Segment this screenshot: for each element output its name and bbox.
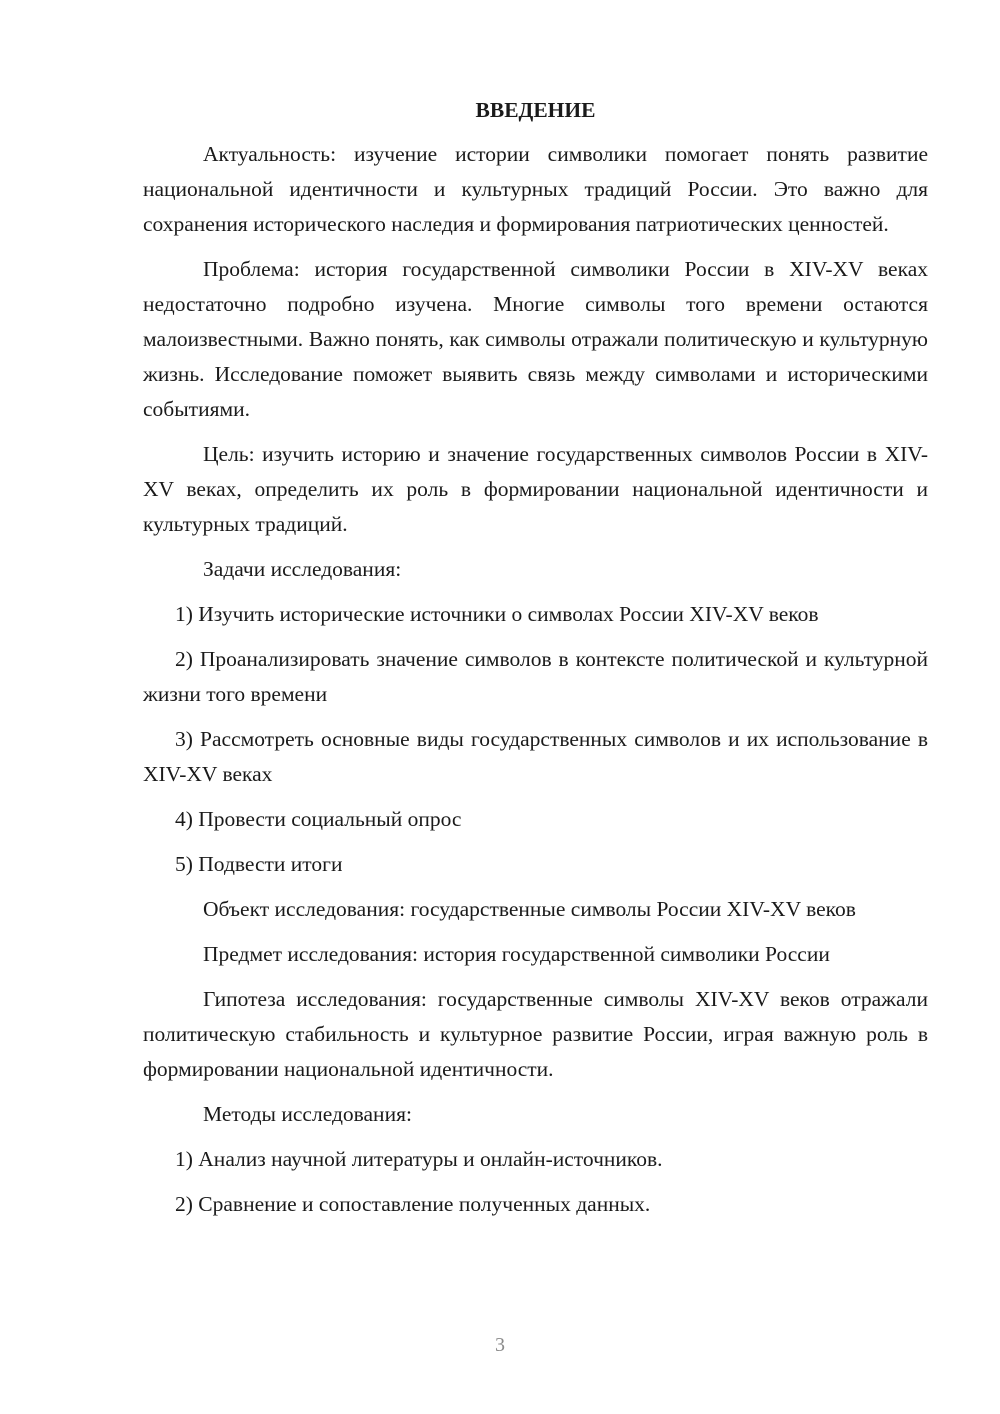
subject-paragraph: Предмет исследования: история государственной символики России <box>203 942 830 966</box>
relevance-paragraph: Актуальность: изучение истории символики помогает понять развитие национальной идентичности и культурных традиций России. Это важно для сохранения исторического наследия и формирования патриотических ценностей. <box>143 142 928 236</box>
tasks-heading: Задачи исследования: <box>203 557 402 581</box>
task-item-2: 2) Проанализировать значение символов в контексте политической и культурной жизни того времени <box>143 647 928 706</box>
hypothesis-paragraph: Гипотеза исследования: государственные символы XIV-XV веков отражали политическую стабильность и культурное развитие России, играя важную роль в формировании национальной идентичности. <box>143 987 928 1081</box>
goal-paragraph: Цель: изучить историю и значение государственных символов России в XIV-XV веках, определить их роль в формировании национальной идентичности и культурных традиций. <box>143 442 928 536</box>
problem-paragraph: Проблема: история государственной символики России в XIV-XV веках недостаточно подробно изучена. Многие символы того времени остаются малоизвестными. Важно понять, как символы отражали политическую и культурную жизнь. Исследование поможет выявить связь между символами и историческими событиями. <box>143 257 928 421</box>
method-item-1: 1) Анализ научной литературы и онлайн-источников. <box>175 1147 663 1171</box>
task-item-3: 3) Рассмотреть основные виды государственных символов и их использование в XIV-XV веках <box>143 727 928 786</box>
task-item-4: 4) Провести социальный опрос <box>175 807 462 831</box>
page-title: ВВЕДЕНИЕ <box>475 98 596 122</box>
method-item-2: 2) Сравнение и сопоставление полученных данных. <box>175 1192 651 1216</box>
task-item-1: 1) Изучить исторические источники о символах России XIV-XV веков <box>175 602 819 626</box>
document-page <box>143 95 928 1232</box>
task-item-5: 5) Подвести итоги <box>175 852 343 876</box>
methods-heading: Методы исследования: <box>203 1102 412 1126</box>
object-paragraph: Объект исследования: государственные символы России XIV-XV веков <box>203 897 856 921</box>
page-number: 3 <box>495 1334 505 1356</box>
